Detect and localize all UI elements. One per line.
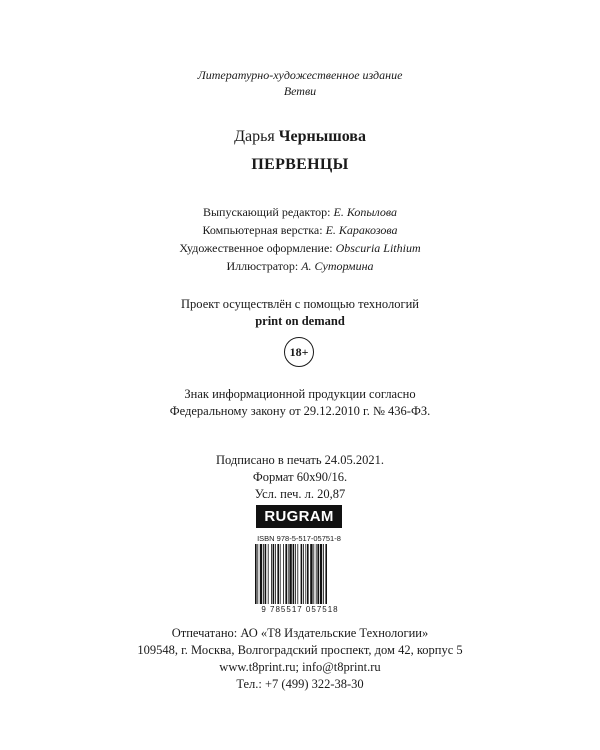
printer-phone: Тел.: +7 (499) 322-38-30 [236,677,364,691]
credit-name: Е. Каракозова [325,223,398,237]
isbn-label: ISBN 978-5-517-05751-8 [257,534,341,543]
book-title: ПЕРВЕНЦЫ [251,156,349,173]
credit-name: Е. Копылова [333,205,397,219]
series-info [0,67,600,99]
series-name: Ветви [283,84,317,98]
credit-role: Компьютерная верстка: [202,223,323,237]
project-note [0,296,600,330]
print-details [0,452,600,503]
barcode-icon [253,544,347,606]
law-note [0,386,600,420]
law-line-1: Знак информационной продукции согласно [184,387,416,401]
age-rating-badge: 18+ [284,337,314,367]
publisher-logo: RUGRAM [256,505,342,528]
format: Формат 60х90/16. [252,470,348,484]
author-first-name: Дарья [234,128,275,145]
project-line: Проект осуществлён с помощью технологий [181,297,419,311]
series-type: Литературно-художественное издание [197,68,403,82]
credit-role: Иллюстратор: [226,259,299,273]
project-technology: print on demand [255,314,345,328]
credit-editor [0,203,600,221]
law-line-2: Федеральному закону от 29.12.2010 г. № 436-ФЗ. [169,404,431,418]
printer-web: www.t8print.ru; info@t8print.ru [219,660,381,674]
credit-layout [0,221,600,239]
author [0,128,600,146]
credit-illustrator [0,257,600,275]
credit-name: А. Сутормина [301,259,374,273]
credit-role: Выпускающий редактор: [202,205,331,219]
printer-info [0,625,600,693]
printed-sheets: Усл. печ. л. 20,87 [254,487,346,501]
barcode-digits: 9 785517 057518 [261,605,339,614]
credit-role: Художественное оформление: [179,241,333,255]
credit-name: Obscuria Lithium [335,241,421,255]
signed-date: Подписано в печать 24.05.2021. [215,453,385,467]
credit-design [0,239,600,257]
author-last-name: Чернышова [278,128,366,145]
printer-name: Отпечатано: АО «Т8 Издательские Технологии» [171,626,429,640]
credits-block [0,203,600,275]
printer-address: 109548, г. Москва, Волгоградский проспект, дом 42, корпус 5 [137,643,463,657]
